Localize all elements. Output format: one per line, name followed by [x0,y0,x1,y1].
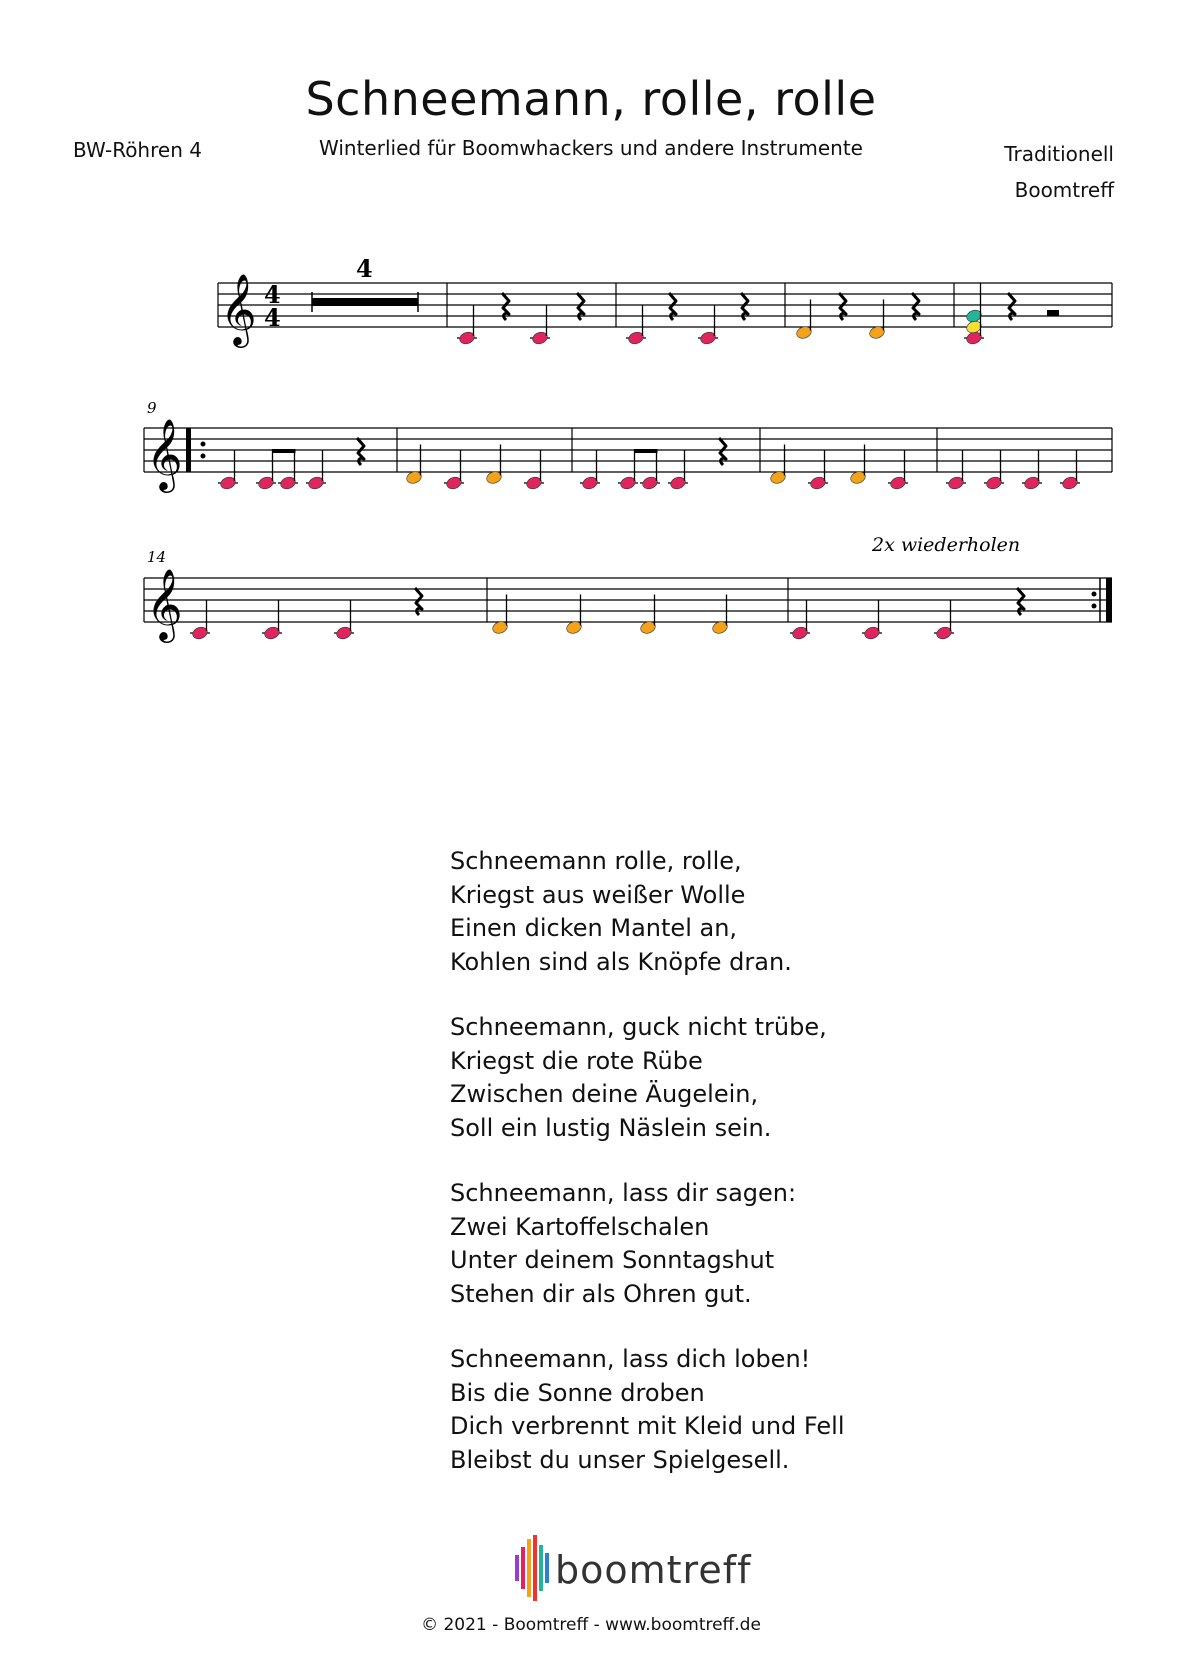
lyric-line: Schneemann rolle, rolle, [450,847,742,875]
boomtreff-logo [515,1535,755,1610]
lyric-line: Schneemann, lass dich loben! [450,1345,811,1373]
time-signature-bottom: 4 [264,303,281,332]
treble-clef-icon: 𝄞 [146,417,183,490]
system-1-notes [457,283,1059,346]
lyrics-verse-4 [450,1343,845,1477]
treble-clef-icon: 𝄞 [146,567,183,640]
lyric-line: Kriegst die rote Rübe [450,1046,703,1075]
lyric-line: Bleibst du unser Spielgesell. [450,1445,790,1474]
measure-number: 14 [147,548,167,566]
multirest-count: 4 [356,254,373,283]
lyric-line: Einen dicken Mantel an, [450,914,738,942]
lyric-line: Kriegst aus weißer Wolle [450,880,746,909]
lyric-line: Stehen dir als Ohren gut. [450,1279,752,1308]
staff-system-1 [218,254,1112,348]
repeat-instruction: 2x wiederholen [872,534,1021,556]
lyric-line: Kohlen sind als Knöpfe dran. [450,947,792,976]
lyric-line: Dich verbrennt mit Kleid und Fell [450,1412,845,1440]
treble-clef-icon: 𝄞 [220,272,257,345]
instrument-label: BW-Röhren 4 [73,138,202,162]
lyric-line: Bis die Sonne droben [450,1378,705,1407]
lyric-line: Soll ein lustig Näslein sein. [450,1113,772,1142]
lyric-line: Zwei Kartoffelschalen [450,1212,710,1241]
repeat-start-thick-bar [186,428,191,472]
half-rest [1047,310,1059,316]
lyrics-verse-2 [450,1011,827,1145]
lyrics-verse-1 [450,845,792,979]
copyright-text: © 2021 - Boomtreff - www.boomtreff.de [421,1615,761,1635]
system-3-notes [190,588,1024,641]
system-2-notes [218,438,1080,491]
lyric-line: Schneemann, guck nicht trübe, [450,1013,827,1041]
lyric-line: Zwischen deine Äugelein, [450,1080,759,1108]
arranger-label: Boomtreff [1014,178,1114,202]
lyric-line: Schneemann, lass dir sagen: [450,1179,797,1207]
song-title: Schneemann, rolle, rolle [305,72,877,126]
composer-label: Traditionell [1004,142,1114,166]
staff-system-2 [144,399,1112,493]
beam [634,449,658,453]
music-score [0,0,1182,700]
repeat-end-thick-bar [1106,578,1112,622]
song-subtitle: Winterlied für Boomwhackers und andere Instrumente [319,136,863,160]
logo-text: boomtreff [555,1548,752,1592]
measure-number: 9 [147,399,157,417]
beam [272,449,296,453]
multi-measure-rest [312,298,418,306]
boomtreff-logo-icon [515,1535,755,1605]
lyric-line: Unter deinem Sonntagshut [450,1246,775,1274]
lyrics-verse-3 [450,1177,796,1311]
time-signature-top: 4 [264,280,281,309]
staff-system-3 [144,534,1112,643]
